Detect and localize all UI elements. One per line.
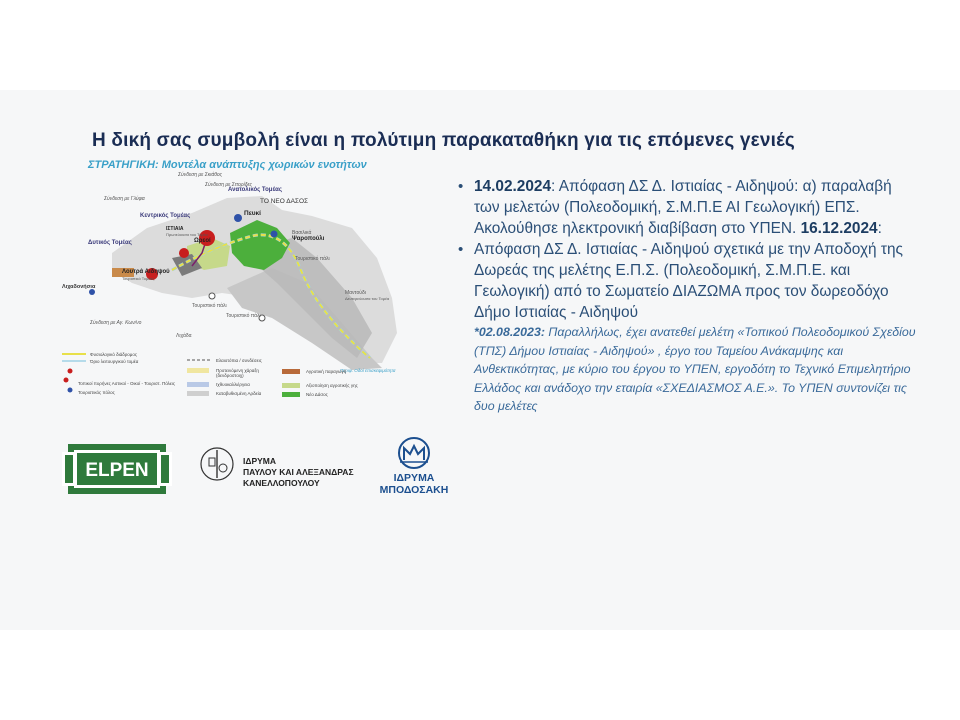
label-limnioni: Λιχαδονήσια <box>62 284 96 290</box>
label-north-right: Σύνδεση με Σπορίδες <box>205 182 253 188</box>
label-pefki: Πευκί <box>244 210 261 217</box>
tourist-node-1 <box>89 289 95 295</box>
legend-1: Φυσιολογικό διάδρομος <box>90 352 138 357</box>
label-tourist-south: Τουριστικό πάλι <box>226 313 261 319</box>
bullet-1-date: 14.02.2024 <box>474 178 552 195</box>
legend-5: Ελαιοτόπια / συνδέσεις <box>216 358 262 363</box>
bullet-item-2 <box>458 239 918 323</box>
map-legend <box>62 354 300 397</box>
bullet-2-text: Απόφαση ΔΣ Δ. Ιστιαίας - Αιδηψού σχετικά με την Αποδοχή της Δωρεάς της μελέτης Ε.Π.Σ. (Πολεοδομική, Σ.Μ.Π.Ε. και Γεωλογική) από το Σωματείο ΔΙΑΖΩΜΑ προς τον δωρεοδόχο Δήμο Ιστιαίας - Αιδηψού <box>474 241 903 321</box>
label-mantoudi-sub: Δευτερεύουσα του Τομέα <box>345 296 390 301</box>
loutra-node <box>146 268 158 280</box>
legend-9: Αγροτική παραγωγή <box>306 369 347 374</box>
label-tourist-west: Τουριστικό πάλι <box>295 256 330 262</box>
label-central-sector: Κεντρικός Τομέας <box>140 213 191 219</box>
label-loutra-sub: Τουριστικό Τομέας <box>122 276 155 281</box>
bodosakis-line2: ΜΠΟΔΟΣΑΚΗ <box>379 484 449 496</box>
note-text: Παραλλήλως, έχει ανατεθεί μελέτη «Τοπικού Πολεοδομικού Σχεδίου (ΤΠΣ) Δήμου Ιστιαίας - Αιδηψού» , έργο του Ταμείου Ανάκαμψης και Ανθεκτικότητας, με κύριο του έργου το ΥΠΕΝ, εργοδότη το Τεχνικό Επιμελητήριο Ελλάδος και ανάδοχο την εταιρία «ΣΧΕΔΙΑΣΜΟΣ Α.Ε.». Το ΥΠΕΝ συντονίζει τις δυο μελέτες <box>474 325 916 414</box>
agri-brown <box>112 268 134 277</box>
strategy-map <box>52 158 442 420</box>
label-istiaia: ΙΣΤΙΑΙΑ <box>166 226 184 232</box>
label-north-left: Σύνδεση με Γλύφα <box>104 196 145 202</box>
elpen-wordmark: ELPEN <box>85 460 149 481</box>
bodosakis-logo <box>374 436 454 502</box>
psaropouli-node <box>271 231 278 238</box>
label-vasiliki: Βασιλικά <box>292 230 312 236</box>
label-oreoi: Ωρεοί <box>194 238 211 244</box>
decisions-text <box>458 176 918 416</box>
tourist-node-3 <box>259 315 265 321</box>
note-date: *02.08.2023: <box>474 325 545 339</box>
legend-2: Όριο λειτουργικού τομέα <box>90 359 139 364</box>
legend-8: Καταβυθισμένη Αρδεία <box>216 391 262 396</box>
label-east-sector: Ανατολικός Τομέας <box>228 187 282 193</box>
page-title: Η δική σας συμβολή είναι η πολύτιμη παρακαταθήκη για τις επόμενες γενιές <box>92 130 795 151</box>
label-north-top: Σύνδεση με Σκιάθος <box>178 172 223 178</box>
bullet-1-tail: : <box>877 220 882 237</box>
map-heading: ΣΤΡΑΤΗΓΙΚΗ: Μοντέλα ανάπτυξης χωρικών ενοτήτων <box>88 159 367 171</box>
oreoi-node <box>179 248 189 258</box>
label-loutra: Λουτρά Αιδηψού <box>122 269 170 275</box>
legend-6: Προτεινόμενη χάραξη (δενδροστοιχ) <box>216 368 259 378</box>
istiaia-node <box>199 230 215 246</box>
bullet-1-date2: 16.12.2024 <box>800 220 878 237</box>
label-psaropouli: Ψαροπούλι <box>292 236 325 242</box>
bodosakis-line1: ΙΔΡΥΜΑ <box>393 472 435 484</box>
label-route-end: Περιφ. Οδοί επισκεψιμότητα <box>340 368 396 373</box>
kanellopoulos-line3: ΚΑΝΕΛΛΟΠΟΥΛΟΥ <box>243 478 320 488</box>
label-tourist-center: Τουριστικό πάλι <box>192 303 227 309</box>
kanellopoulos-line1: ΙΔΡΥΜΑ <box>243 456 277 466</box>
tourist-node-2 <box>209 293 215 299</box>
bullet-item-1 <box>458 176 918 239</box>
kanellopoulos-line2: ΠΑΥΛΟΥ ΚΑΙ ΑΛΕΞΑΝΔΡΑΣ <box>243 467 354 477</box>
legend-10: Αξιοποίηση αγροτικής γης <box>306 383 358 388</box>
label-lichada: Λιχάδα <box>176 333 192 339</box>
legend-7: Ιχθυοκαλλιέργεια <box>216 382 250 387</box>
bullet-1-text: : Απόφαση ΔΣ Δ. Ιστιαίας - Αιδηψού: α) παραλαβή των μελετών (Πολεοδομική, Σ.Μ.Π.Ε ΑΙ Γεωλογική) ΕΠΣ. Ακολούθησε ηλεκτρονική διαβίβαση στο ΥΠΕΝ. <box>474 178 892 237</box>
note-paragraph <box>458 323 918 416</box>
bullet-dot-icon: • <box>458 241 464 258</box>
label-istiaia-sub: Πρωτεύουσα του Τομέα <box>166 232 208 237</box>
bodosakis-emblem-icon <box>374 436 454 470</box>
label-west-sector: Δυτικός Τομέας <box>88 240 132 246</box>
elpen-logo <box>62 442 172 496</box>
legend-4: Τουριστικός πόλος <box>78 390 115 395</box>
kanellopoulos-emblem-icon <box>197 444 237 484</box>
legend-3: Τοπικοί πυρήνες Αστικοί - Οικοί - Τουριστ. Πόλεις <box>78 381 176 386</box>
label-connect-kamena: Σύνδεση με Αγ. Κων/νο <box>90 320 142 326</box>
label-new-forest: ΤΟ ΝΕΟ ΔΑΣΟΣ <box>260 198 309 205</box>
kanellopoulos-logo <box>197 444 354 489</box>
sponsor-logos <box>52 432 452 502</box>
legend-11: Νέο Δάσος <box>306 392 328 397</box>
bullet-dot-icon: • <box>458 178 464 195</box>
pefki-node <box>234 214 242 222</box>
label-mantoudi: Μαντούδι <box>345 290 366 296</box>
